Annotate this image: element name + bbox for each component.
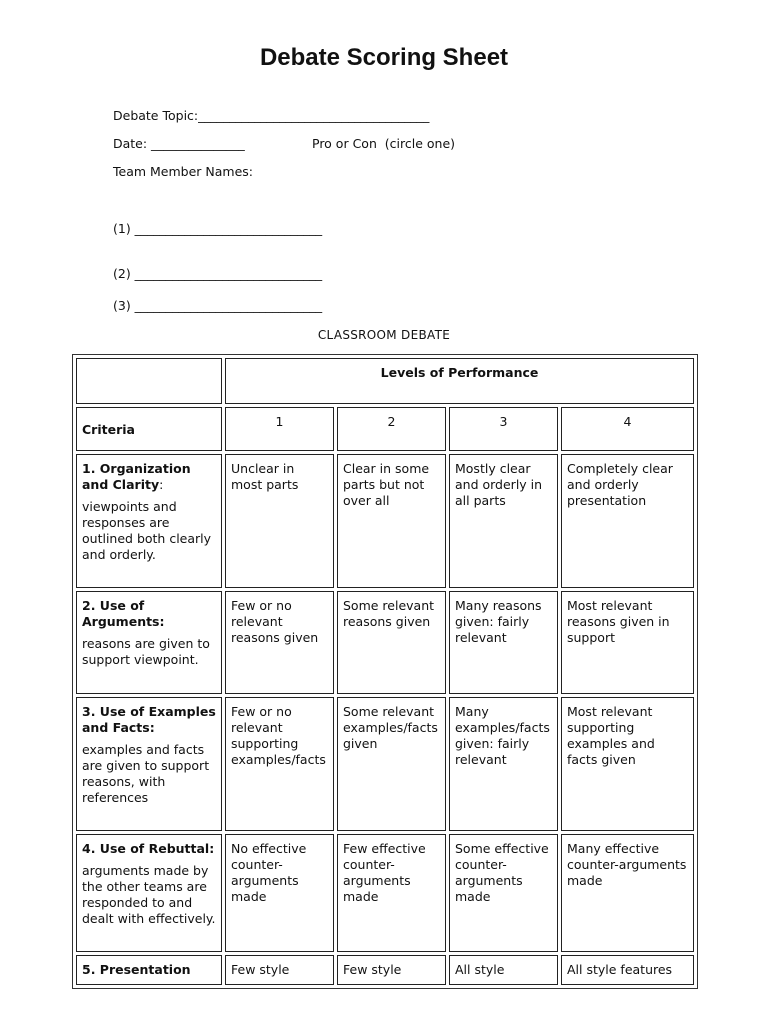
- levels-of-performance-header: Levels of Performance: [225, 358, 694, 404]
- team-member-1-field: (1) ______________________________: [113, 221, 323, 236]
- criterion-title-suffix: :: [159, 477, 164, 492]
- criterion-description: reasons are given to support viewpoint.: [82, 636, 210, 667]
- level-4-cell: All style features: [561, 955, 694, 985]
- level-4-cell: Completely clear and orderly presentation: [561, 454, 694, 588]
- level-1-cell: No effective counter-arguments made: [225, 834, 334, 952]
- team-member-3-field: (3) ______________________________: [113, 298, 323, 313]
- level-2-cell: Some relevant reasons given: [337, 591, 446, 694]
- level-2-cell: Some relevant examples/facts given: [337, 697, 446, 831]
- section-subtitle: CLASSROOM DEBATE: [317, 328, 451, 342]
- level-1-cell: Unclear in most parts: [225, 454, 334, 588]
- level-4-cell: Most relevant reasons given in support: [561, 591, 694, 694]
- level-1-cell: Few or no relevant supporting examples/facts: [225, 697, 334, 831]
- page-title: Debate Scoring Sheet: [259, 44, 509, 71]
- criterion-cell: [76, 697, 222, 831]
- criterion-description: viewpoints and responses are outlined both clearly and orderly.: [82, 499, 212, 562]
- criterion-description: arguments made by the other teams are responded to and dealt with effectively.: [82, 863, 216, 926]
- level-3-header: 3: [449, 407, 558, 451]
- level-3-cell: Many reasons given: fairly relevant: [449, 591, 558, 694]
- empty-header-cell: [76, 358, 222, 404]
- criterion-title: 3. Use of Examples and Facts:: [82, 704, 216, 735]
- level-4-cell: Many effective counter-arguments made: [561, 834, 694, 952]
- level-2-cell: Few style: [337, 955, 446, 985]
- level-3-cell: Many examples/facts given: fairly relevant: [449, 697, 558, 831]
- table-row: [76, 834, 694, 952]
- scoring-rubric-table: [72, 354, 698, 989]
- criterion-description: examples and facts are given to support reasons, with references: [82, 742, 210, 805]
- level-3-cell: Some effective counter-arguments made: [449, 834, 558, 952]
- table-header-row: [76, 358, 694, 404]
- level-1-cell: Few or no relevant reasons given: [225, 591, 334, 694]
- table-row: [76, 591, 694, 694]
- criteria-header: Criteria: [76, 407, 222, 451]
- level-numbers-row: [76, 407, 694, 451]
- table-row: [76, 454, 694, 588]
- level-3-cell: All style: [449, 955, 558, 985]
- date-field: Date: _______________: [113, 136, 245, 151]
- criterion-cell: [76, 454, 222, 588]
- level-1-header: 1: [225, 407, 334, 451]
- criterion-title: 2. Use of Arguments:: [82, 598, 165, 629]
- level-3-cell: Mostly clear and orderly in all parts: [449, 454, 558, 588]
- criterion-title: 4. Use of Rebuttal:: [82, 841, 215, 856]
- team-member-2-field: (2) ______________________________: [113, 266, 323, 281]
- level-2-header: 2: [337, 407, 446, 451]
- debate-topic-field: Debate Topic:_____________________________________: [113, 108, 430, 123]
- level-2-cell: Clear in some parts but not over all: [337, 454, 446, 588]
- criterion-title: 1. Organization and Clarity: [82, 461, 191, 492]
- table-row: [76, 955, 694, 985]
- level-4-header: 4: [561, 407, 694, 451]
- level-1-cell: Few style: [225, 955, 334, 985]
- criterion-cell: [76, 834, 222, 952]
- pro-con-field: Pro or Con (circle one): [312, 136, 456, 151]
- criterion-title: 5. Presentation: [82, 962, 191, 977]
- table-row: [76, 697, 694, 831]
- team-member-names-label: Team Member Names:: [113, 164, 254, 179]
- level-4-cell: Most relevant supporting examples and facts given: [561, 697, 694, 831]
- criterion-cell: [76, 591, 222, 694]
- level-2-cell: Few effective counter-arguments made: [337, 834, 446, 952]
- criterion-cell: [76, 955, 222, 985]
